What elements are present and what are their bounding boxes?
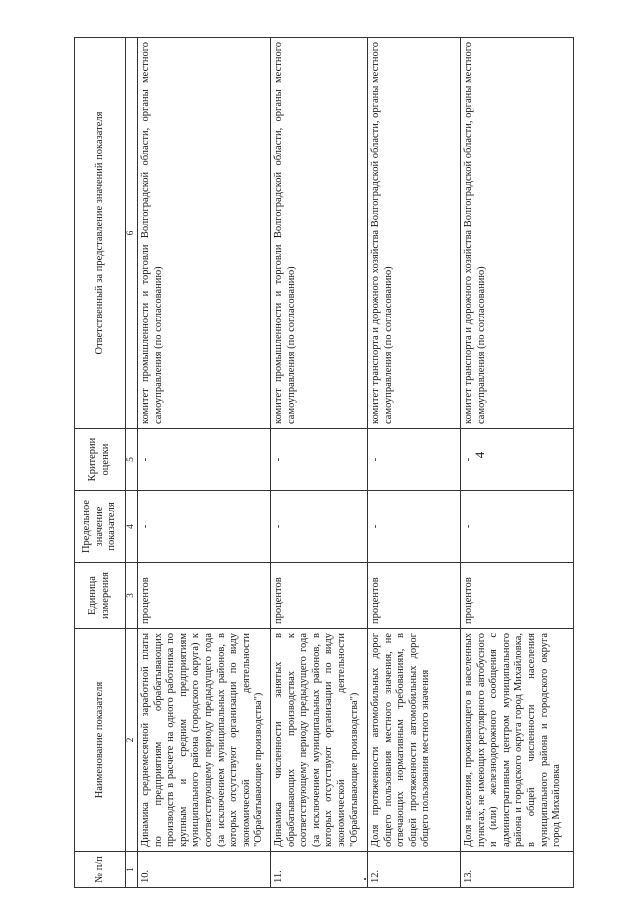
indicator-criteria: - bbox=[138, 429, 271, 491]
row-number: 13. bbox=[461, 852, 574, 888]
header-responsible: Ответственный за представление значений показателя bbox=[75, 38, 126, 429]
indicator-responsible: комитет промышленности и торговли Волгоградской области, органы местного самоуправления (по согласованию) bbox=[271, 38, 368, 429]
scan-speck bbox=[364, 878, 366, 880]
indicator-responsible: комитет промышленности и торговли Волгоградской области, органы местного самоуправления (по согласованию) bbox=[138, 38, 271, 429]
indicator-name: Доля населения, проживающего в населенных пунктах, не имеющих регулярного автобусного и (или) железнодорожного сообщения с административным центром муниципального района и городского округа город Михайловка, в общей численности населения муниципального района и городского округа город Михайловка bbox=[461, 629, 574, 852]
rotated-table-container bbox=[74, 38, 584, 888]
column-number: 4 bbox=[126, 491, 138, 563]
table-header-row bbox=[75, 38, 126, 888]
indicator-criteria: - bbox=[368, 429, 461, 491]
indicator-criteria: - bbox=[461, 429, 574, 491]
column-number: 3 bbox=[126, 563, 138, 629]
indicator-unit: процентов bbox=[368, 563, 461, 629]
indicator-name: Доля протяженности автомобильных дорог общего пользования местного значения, не отвечающих нормативным требованиям, в общей протяженности автомобильных дорог общего пользования местного значения bbox=[368, 629, 461, 852]
indicator-limit: - bbox=[368, 491, 461, 563]
column-numbers-row bbox=[126, 38, 138, 888]
column-number: 1 bbox=[126, 852, 138, 888]
column-number: 6 bbox=[126, 38, 138, 429]
indicator-name: Динамика численности занятых в обрабатывающих производствах к соответствующему периоду предыдущего года (за исключением муниципальных районов, в которых отсутствуют организации по виду экономической деятельности "Обрабатывающие производства") bbox=[271, 629, 368, 852]
header-name: Наименование показателя bbox=[75, 629, 126, 852]
indicators-table bbox=[74, 37, 574, 888]
header-unit: Единица измерения bbox=[75, 563, 126, 629]
column-number: 5 bbox=[126, 429, 138, 491]
indicator-name: Динамика среднемесячной заработной платы по предприятиям обрабатывающих производств в расчете на одного работника по крупным и средним предприятиям муниципального района (городского округа) к соответствующему периоду предыдущего года (за исключением муниципальных районов, в которых отсутствуют организации по виду экономической деятельности "Обрабатывающие производства") bbox=[138, 629, 271, 852]
header-criteria: Критерии оценки bbox=[75, 429, 126, 491]
table-row bbox=[271, 38, 368, 888]
indicator-unit: процентов bbox=[138, 563, 271, 629]
indicator-unit: процентов bbox=[271, 563, 368, 629]
column-number: 2 bbox=[126, 629, 138, 852]
row-number: 10. bbox=[138, 852, 271, 888]
indicator-limit: - bbox=[138, 491, 271, 563]
table-row bbox=[461, 38, 574, 888]
row-number: 11. bbox=[271, 852, 368, 888]
indicator-criteria: - bbox=[271, 429, 368, 491]
table-row bbox=[138, 38, 271, 888]
indicator-limit: - bbox=[461, 491, 574, 563]
indicator-responsible: комитет транспорта и дорожного хозяйства Волгоградской области, органы местного самоуправления (по согласованию) bbox=[461, 38, 574, 429]
header-num: № п/п bbox=[75, 852, 126, 888]
page-number: 4 bbox=[472, 451, 487, 459]
indicator-unit: процентов bbox=[461, 563, 574, 629]
header-limit: Предельное значение показателя bbox=[75, 491, 126, 563]
indicator-responsible: комитет транспорта и дорожного хозяйства Волгоградской области, органы местного самоуправления (по согласованию) bbox=[368, 38, 461, 429]
row-number: 12. bbox=[368, 852, 461, 888]
table-row bbox=[368, 38, 461, 888]
indicator-limit: - bbox=[271, 491, 368, 563]
